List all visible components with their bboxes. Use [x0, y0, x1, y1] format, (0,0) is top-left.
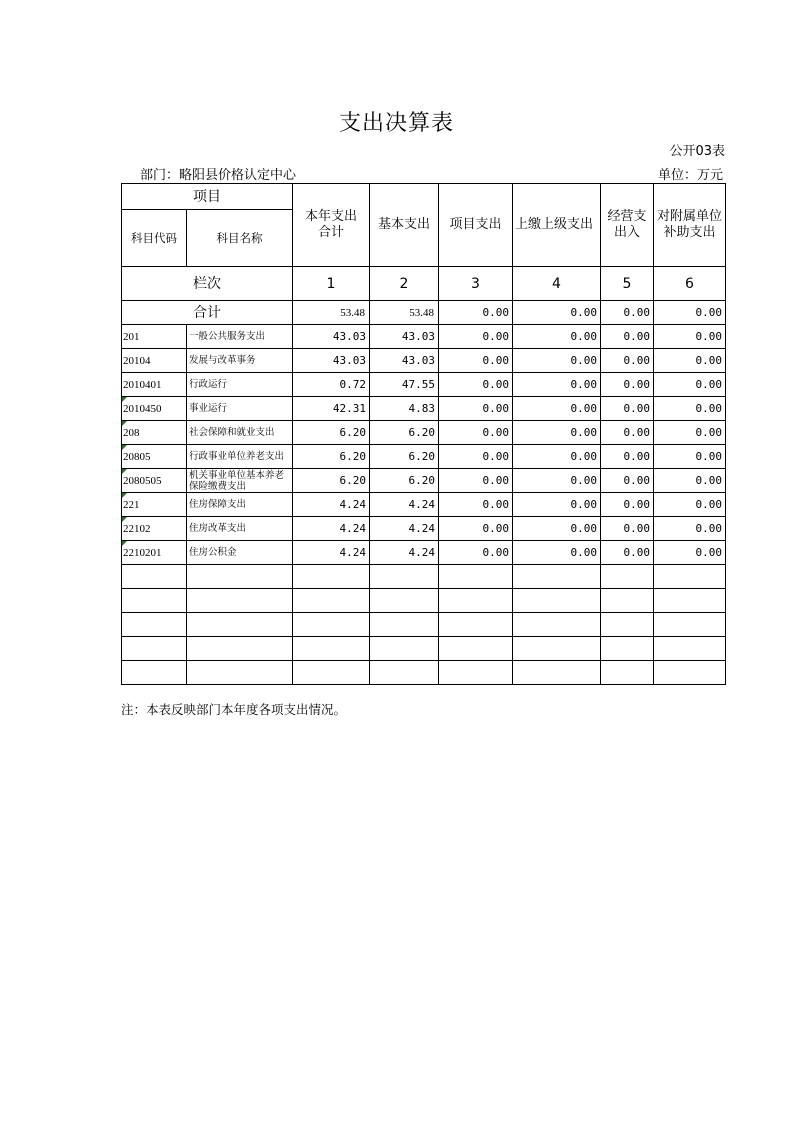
amount-cell: 0.00 — [654, 325, 726, 349]
amount-cell: 0.00 — [513, 469, 601, 493]
amount-cell: 0.00 — [601, 445, 654, 469]
amount-cell: 0.00 — [513, 325, 601, 349]
amount-cell: 6.20 — [370, 445, 439, 469]
amount-cell: 4.24 — [370, 493, 439, 517]
col-num-6: 6 — [654, 267, 726, 301]
amount-cell: 0.00 — [654, 373, 726, 397]
subject-code-text: 2010401 — [123, 378, 162, 391]
subject-name: 事业运行 — [187, 397, 293, 421]
empty-cell — [370, 637, 439, 661]
amount-cell: 4.83 — [370, 397, 439, 421]
empty-cell — [187, 613, 293, 637]
subject-code — [122, 373, 187, 397]
empty-row — [122, 565, 726, 589]
table-row — [122, 325, 726, 349]
subject-code-text: 2080505 — [123, 474, 162, 487]
amount-cell: 47.55 — [370, 373, 439, 397]
subject-name: 机关事业单位基本养老保险缴费支出 — [187, 469, 293, 493]
amount-cell: 0.00 — [654, 469, 726, 493]
subject-code — [122, 517, 187, 541]
empty-cell — [122, 661, 187, 685]
cell-comment-marker-icon — [122, 517, 127, 522]
empty-cell — [654, 565, 726, 589]
amount-cell: 6.20 — [293, 445, 370, 469]
empty-row — [122, 637, 726, 661]
amount-cell: 4.24 — [293, 541, 370, 565]
table-row — [122, 493, 726, 517]
sum-value: 53.48 — [293, 301, 370, 325]
empty-cell — [513, 637, 601, 661]
amount-cell: 0.00 — [513, 517, 601, 541]
col-num-5: 5 — [601, 267, 654, 301]
page-title: 支出决算表 — [338, 111, 454, 136]
empty-cell — [513, 589, 601, 613]
col-num-2: 2 — [370, 267, 439, 301]
table-row — [122, 421, 726, 445]
amount-cell: 4.24 — [293, 517, 370, 541]
amount-cell: 4.24 — [370, 517, 439, 541]
subject-name: 住房保障支出 — [187, 493, 293, 517]
empty-cell — [370, 589, 439, 613]
amount-cell: 0.00 — [513, 541, 601, 565]
empty-cell — [370, 565, 439, 589]
table-row — [122, 445, 726, 469]
table-row — [122, 469, 726, 493]
amount-cell: 0.00 — [601, 541, 654, 565]
header-remit: 上缴上级支出 — [513, 184, 601, 267]
empty-cell — [370, 613, 439, 637]
form-code: 公开03表 — [669, 144, 725, 159]
unit-label: 单位：万元 — [657, 168, 723, 183]
sum-value: 53.48 — [370, 301, 439, 325]
header-project: 项目支出 — [439, 184, 513, 267]
empty-cell — [439, 637, 513, 661]
empty-cell — [122, 589, 187, 613]
empty-cell — [654, 613, 726, 637]
cell-comment-marker-icon — [122, 493, 127, 498]
subject-code-text: 22102 — [123, 522, 151, 535]
subject-code — [122, 493, 187, 517]
amount-cell: 43.03 — [370, 349, 439, 373]
subject-code-text: 208 — [123, 426, 140, 439]
header-business: 经营支出入 — [601, 184, 654, 267]
empty-cell — [513, 565, 601, 589]
amount-cell: 4.24 — [370, 541, 439, 565]
amount-cell: 0.00 — [654, 541, 726, 565]
subject-code-text: 20805 — [123, 450, 151, 463]
amount-cell: 0.00 — [601, 517, 654, 541]
sum-value: 0.00 — [513, 301, 601, 325]
empty-cell — [293, 565, 370, 589]
amount-cell: 0.72 — [293, 373, 370, 397]
cell-comment-marker-icon — [122, 421, 127, 426]
amount-cell: 0.00 — [601, 373, 654, 397]
expenditure-table — [121, 183, 726, 685]
amount-cell: 0.00 — [654, 349, 726, 373]
amount-cell: 0.00 — [439, 397, 513, 421]
empty-cell — [293, 589, 370, 613]
empty-cell — [122, 637, 187, 661]
subject-code — [122, 445, 187, 469]
amount-cell: 0.00 — [654, 517, 726, 541]
empty-cell — [293, 637, 370, 661]
amount-cell: 0.00 — [439, 541, 513, 565]
empty-row — [122, 661, 726, 685]
empty-cell — [513, 613, 601, 637]
empty-cell — [439, 589, 513, 613]
empty-cell — [654, 589, 726, 613]
amount-cell: 6.20 — [370, 469, 439, 493]
subject-code — [122, 325, 187, 349]
empty-cell — [293, 613, 370, 637]
subject-code — [122, 541, 187, 565]
cell-comment-marker-icon — [122, 445, 127, 450]
amount-cell: 0.00 — [601, 493, 654, 517]
subject-code-text: 20104 — [123, 354, 151, 367]
subject-name: 发展与改革事务 — [187, 349, 293, 373]
header-total: 本年支出合计 — [293, 184, 370, 267]
amount-cell: 0.00 — [513, 397, 601, 421]
empty-row — [122, 613, 726, 637]
table-row — [122, 373, 726, 397]
amount-cell: 4.24 — [293, 493, 370, 517]
header-item: 项目 — [122, 184, 293, 210]
subject-name: 行政运行 — [187, 373, 293, 397]
amount-cell: 0.00 — [439, 373, 513, 397]
table-row — [122, 349, 726, 373]
amount-cell: 43.03 — [293, 349, 370, 373]
empty-cell — [370, 661, 439, 685]
amount-cell: 0.00 — [601, 469, 654, 493]
empty-cell — [122, 565, 187, 589]
empty-cell — [654, 661, 726, 685]
table-row — [122, 517, 726, 541]
empty-cell — [187, 637, 293, 661]
subject-name: 行政事业单位养老支出 — [187, 445, 293, 469]
footnote: 注：本表反映部门本年度各项支出情况。 — [121, 702, 347, 717]
amount-cell: 0.00 — [513, 373, 601, 397]
empty-row — [122, 589, 726, 613]
col-num-4: 4 — [513, 267, 601, 301]
amount-cell: 0.00 — [439, 493, 513, 517]
subject-code-text: 201 — [123, 330, 140, 343]
col-num-3: 3 — [439, 267, 513, 301]
amount-cell: 0.00 — [439, 445, 513, 469]
empty-cell — [601, 589, 654, 613]
empty-cell — [601, 613, 654, 637]
amount-cell: 0.00 — [513, 445, 601, 469]
empty-cell — [187, 661, 293, 685]
amount-cell: 6.20 — [370, 421, 439, 445]
amount-cell: 0.00 — [654, 421, 726, 445]
empty-cell — [439, 613, 513, 637]
sum-value: 0.00 — [654, 301, 726, 325]
empty-cell — [293, 661, 370, 685]
amount-cell: 0.00 — [513, 349, 601, 373]
subject-code-text: 2010450 — [123, 402, 162, 415]
empty-cell — [187, 589, 293, 613]
cell-comment-marker-icon — [122, 397, 127, 402]
amount-cell: 0.00 — [654, 493, 726, 517]
sum-row — [122, 301, 726, 325]
amount-cell: 0.00 — [439, 469, 513, 493]
empty-cell — [601, 637, 654, 661]
sum-label: 合计 — [122, 301, 293, 325]
sum-value: 0.00 — [439, 301, 513, 325]
amount-cell: 0.00 — [601, 349, 654, 373]
amount-cell: 0.00 — [439, 325, 513, 349]
empty-cell — [601, 661, 654, 685]
amount-cell: 0.00 — [513, 421, 601, 445]
subject-name: 社会保障和就业支出 — [187, 421, 293, 445]
table-row — [122, 397, 726, 421]
header-code: 科目代码 — [122, 210, 187, 267]
cell-comment-marker-icon — [122, 541, 127, 546]
amount-cell: 0.00 — [439, 349, 513, 373]
subject-code — [122, 469, 187, 493]
column-label: 栏次 — [122, 267, 293, 301]
amount-cell: 0.00 — [439, 517, 513, 541]
amount-cell: 6.20 — [293, 469, 370, 493]
empty-cell — [187, 565, 293, 589]
department-label: 部门：略阳县价格认定中心 — [140, 168, 297, 183]
subject-name: 住房公积金 — [187, 541, 293, 565]
empty-cell — [439, 661, 513, 685]
amount-cell: 0.00 — [654, 445, 726, 469]
empty-cell — [513, 661, 601, 685]
amount-cell: 42.31 — [293, 397, 370, 421]
subject-name: 一般公共服务支出 — [187, 325, 293, 349]
subject-name: 住房改革支出 — [187, 517, 293, 541]
empty-cell — [122, 613, 187, 637]
amount-cell: 43.03 — [293, 325, 370, 349]
subject-code — [122, 421, 187, 445]
subject-code-text: 221 — [123, 498, 140, 511]
subject-code — [122, 397, 187, 421]
amount-cell: 0.00 — [439, 421, 513, 445]
header-name: 科目名称 — [187, 210, 293, 267]
amount-cell: 0.00 — [601, 325, 654, 349]
subject-code-text: 2210201 — [123, 546, 162, 559]
header-subsidy: 对附属单位补助支出 — [654, 184, 726, 267]
header-basic: 基本支出 — [370, 184, 439, 267]
table-row — [122, 541, 726, 565]
cell-comment-marker-icon — [122, 469, 127, 474]
col-num-1: 1 — [293, 267, 370, 301]
sum-value: 0.00 — [601, 301, 654, 325]
amount-cell: 0.00 — [513, 493, 601, 517]
amount-cell: 0.00 — [601, 397, 654, 421]
empty-cell — [601, 565, 654, 589]
amount-cell: 0.00 — [654, 397, 726, 421]
empty-cell — [654, 637, 726, 661]
subject-code — [122, 349, 187, 373]
amount-cell: 0.00 — [601, 421, 654, 445]
amount-cell: 6.20 — [293, 421, 370, 445]
empty-cell — [439, 565, 513, 589]
amount-cell: 43.03 — [370, 325, 439, 349]
